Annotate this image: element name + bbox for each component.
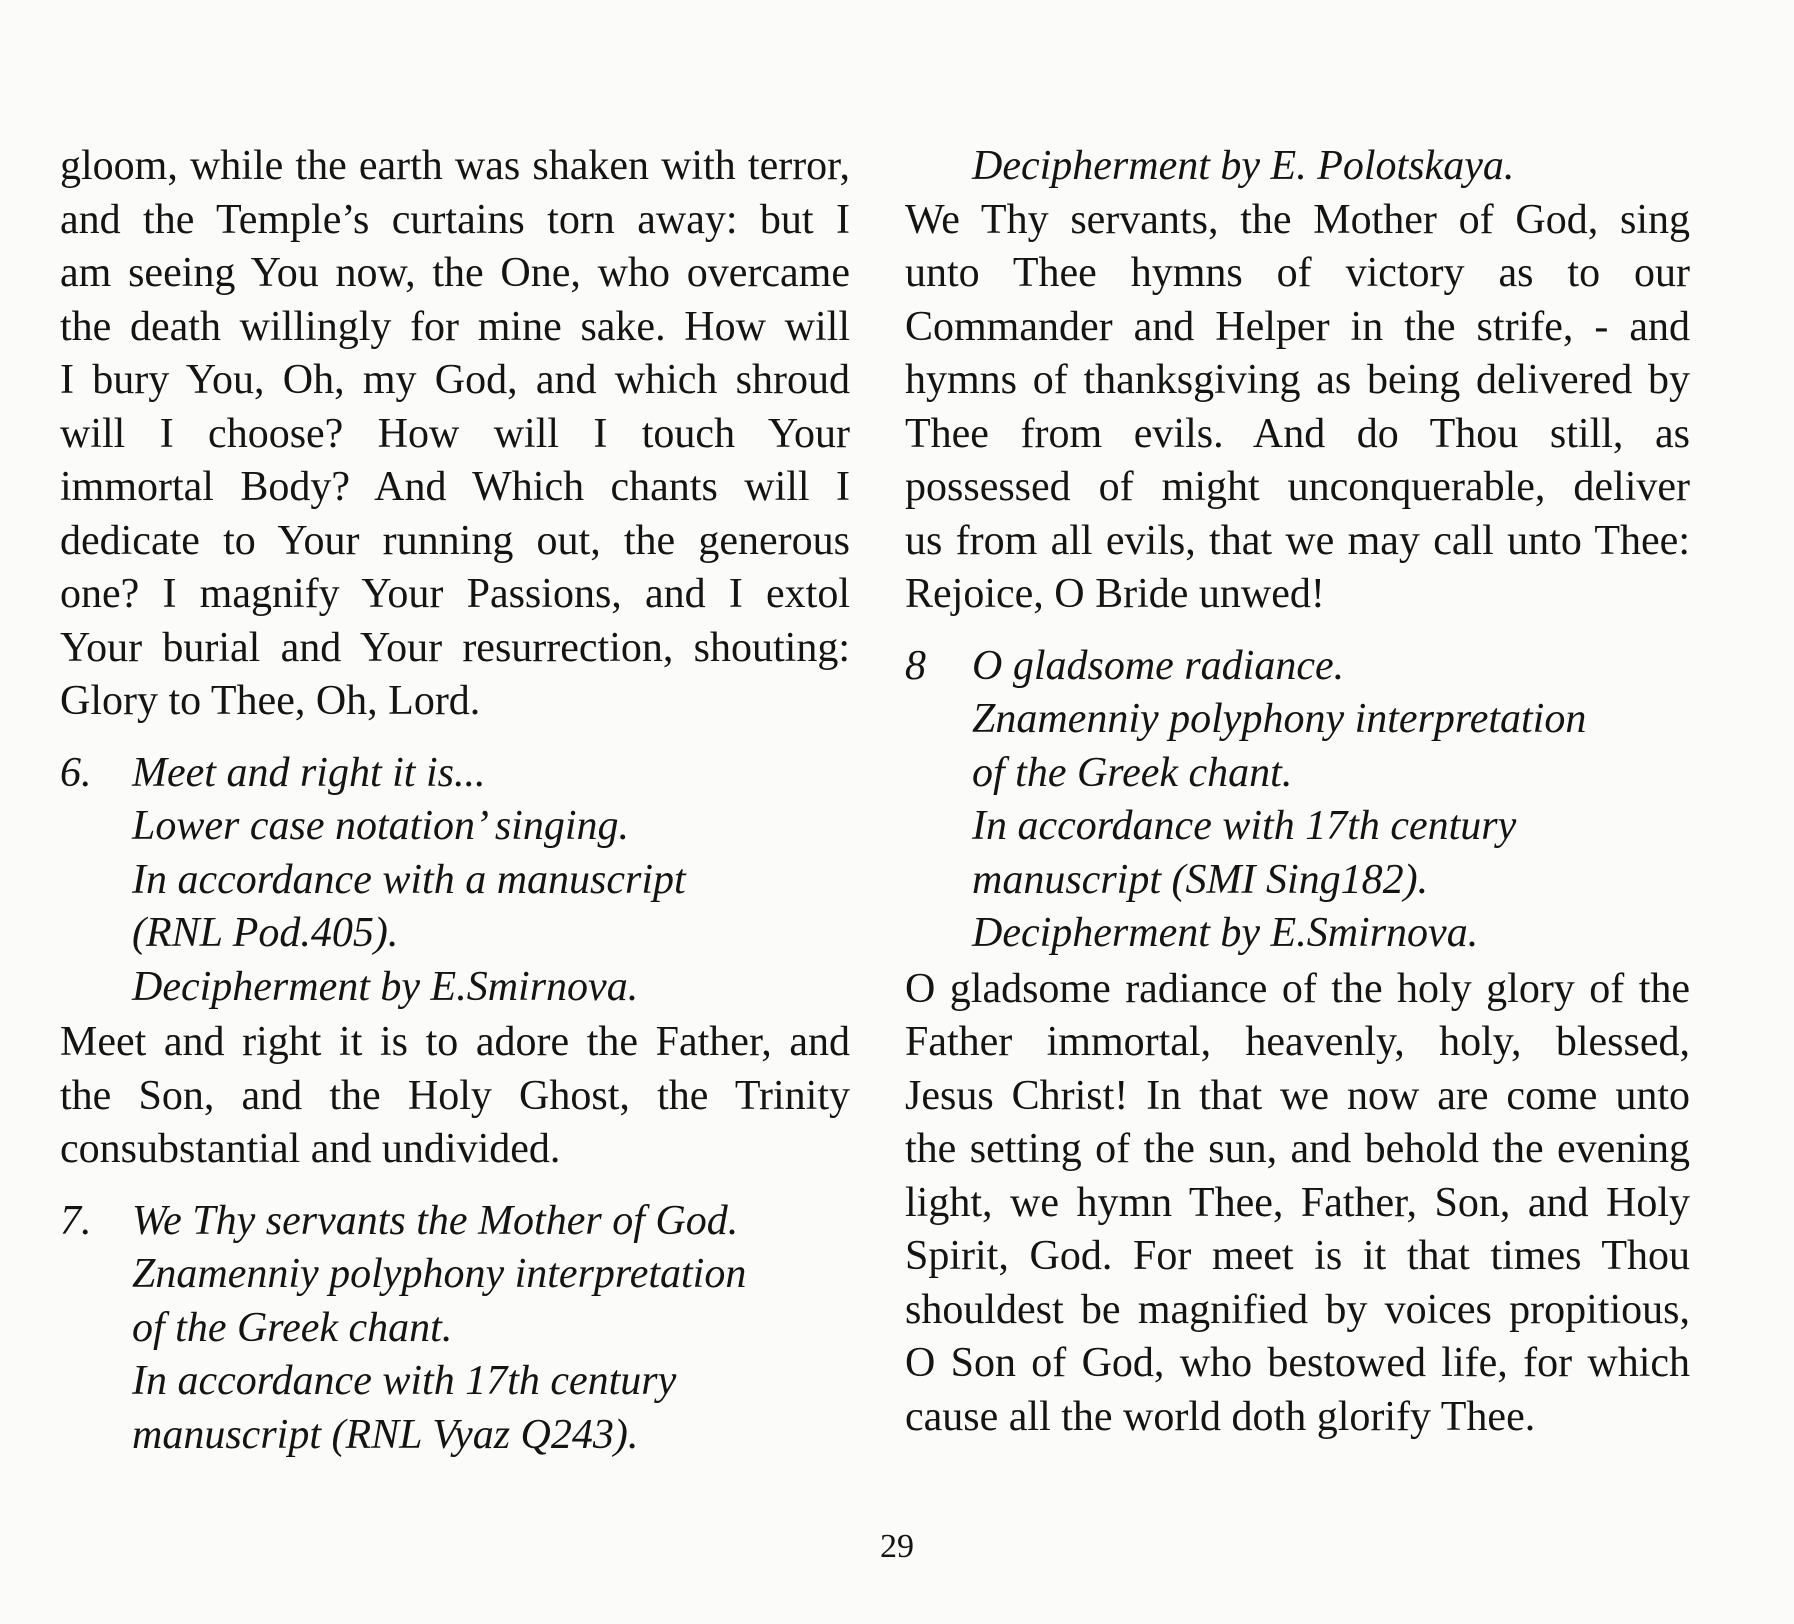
text-line: dedicate to Your running out, the generous xyxy=(60,517,850,564)
text-line: I bury You, Oh, my God, and which shroud xyxy=(60,357,850,403)
heading-line: In accordance with a manuscript xyxy=(132,856,686,903)
heading-line: manuscript (RNL Vyaz Q243). xyxy=(132,1411,639,1458)
text-line: the setting of the sun, and behold the evening xyxy=(905,1126,1690,1172)
text-line: Father immortal, heavenly, holy, blessed, xyxy=(905,1019,1690,1065)
text-line: unto Thee hymns of victory as to our xyxy=(905,250,1690,296)
item-6-heading xyxy=(60,747,850,1015)
text-line: Rejoice, O Bride unwed! xyxy=(905,571,1325,617)
item-number: 6. xyxy=(60,749,92,796)
text-line: consubstantial and undivided. xyxy=(60,1126,561,1172)
text-line: us from all evils, that we may call unto Thee: xyxy=(905,517,1690,564)
text-line: Thee from evils. And do Thou still, as xyxy=(905,410,1690,457)
text-line: Glory to Thee, Oh, Lord. xyxy=(60,678,481,724)
heading-line: O gladsome radiance. xyxy=(972,642,1345,689)
text-line: one? I magnify Your Passions, and I extol xyxy=(60,571,850,617)
text-line: Commander and Helper in the strife, - and xyxy=(905,303,1690,350)
text-line: light, we hymn Thee, Father, Son, and Holy xyxy=(905,1179,1690,1226)
text-line: O gladsome radiance of the holy glory of the xyxy=(905,965,1690,1012)
item-8-text xyxy=(905,963,1690,1445)
text-line: We Thy servants, the Mother of God, sing xyxy=(905,196,1690,243)
text-line: hymns of thanksgiving as being delivered by xyxy=(905,357,1690,403)
text-line: Meet and right it is to adore the Father, and xyxy=(60,1019,850,1065)
heading-line: Znamenniy polyphony interpretation xyxy=(132,1251,747,1297)
right-column xyxy=(905,140,1690,1444)
heading-line: Lower case notation’ singing. xyxy=(132,803,630,849)
text-line: Spirit, God. For meet is it that times Thou xyxy=(905,1233,1690,1279)
item-8 xyxy=(905,640,1690,1445)
item-7-text xyxy=(905,194,1690,622)
text-line: will I choose? How will I touch Your xyxy=(60,410,850,457)
heading-line: Decipherment by E.Smirnova. xyxy=(972,910,1479,956)
item-7-heading xyxy=(60,1195,850,1463)
text-line: Jesus Christ! In that we now are come unto xyxy=(905,1072,1690,1119)
heading-line: (RNL Pod.405). xyxy=(132,910,399,956)
item-6-text xyxy=(60,1016,850,1177)
text-line: and the Temple’s curtains torn away: but I xyxy=(60,196,850,243)
text-line: possessed of might unconquerable, deliver xyxy=(905,464,1690,510)
text-line: cause all the world doth glorify Thee. xyxy=(905,1393,1536,1440)
text-line: am seeing You now, the One, who overcame xyxy=(60,250,850,296)
heading-line: of the Greek chant. xyxy=(132,1304,453,1351)
heading-line: of the Greek chant. xyxy=(972,749,1293,796)
text-line: O Son of God, who bestowed life, for which xyxy=(905,1340,1690,1386)
page-number: 29 xyxy=(880,1528,914,1565)
item-number: 8 xyxy=(905,642,926,689)
item-7 xyxy=(60,1195,850,1463)
text-line: shouldest be magnified by voices propitious, xyxy=(905,1286,1690,1333)
item-number: 7. xyxy=(60,1197,92,1244)
decipherment-credit: Decipherment by E. Polotskaya. xyxy=(972,143,1515,189)
intro-paragraph xyxy=(60,140,850,729)
item-8-heading xyxy=(905,640,1690,961)
heading-line: manuscript (SMI Sing182). xyxy=(972,856,1429,903)
text-line: gloom, while the earth was shaken with terror, xyxy=(60,143,850,189)
heading-line: Meet and right it is... xyxy=(132,749,486,796)
text-line: immortal Body? And Which chants will I xyxy=(60,464,850,510)
text-line: Your burial and Your resurrection, shouting: xyxy=(60,624,850,671)
item-6 xyxy=(60,747,850,1177)
heading-line: Decipherment by E.Smirnova. xyxy=(132,963,639,1010)
heading-line: In accordance with 17th century xyxy=(972,803,1517,849)
text-line: the death willingly for mine sake. How will xyxy=(60,303,850,350)
heading-line: In accordance with 17th century xyxy=(132,1358,677,1404)
left-column xyxy=(60,140,850,1462)
text-line: the Son, and the Holy Ghost, the Trinity xyxy=(60,1072,850,1119)
heading-line: We Thy servants the Mother of God. xyxy=(132,1197,739,1244)
heading-line: Znamenniy polyphony interpretation xyxy=(972,696,1587,742)
